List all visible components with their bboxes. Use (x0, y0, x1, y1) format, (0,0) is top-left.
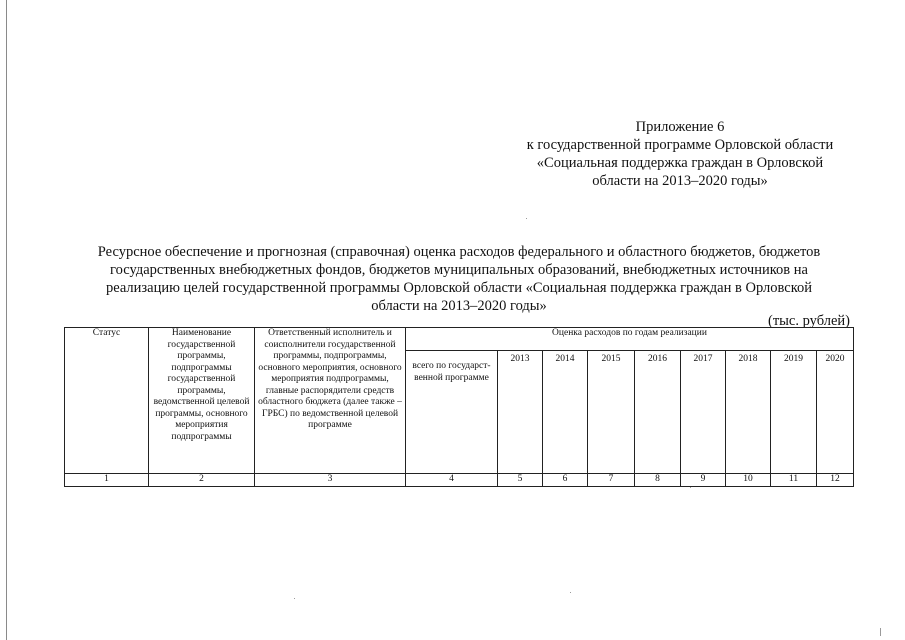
column-number: 7 (588, 474, 635, 487)
title-line: реализацию целей государственной программы Орловской области «Социальная поддержка граждан в Орловской (105, 280, 813, 296)
header-year: 2013 (498, 351, 543, 474)
column-number-row (65, 474, 854, 487)
column-number: 3 (255, 474, 406, 487)
column-number: 5 (498, 474, 543, 487)
units-label: (тыс. рублей) (768, 313, 850, 329)
column-number: 12 (817, 474, 854, 487)
title-line: Ресурсное обеспечение и прогнозная (справочная) оценка расходов федерального и областного бюджетов, бюджетов (97, 244, 821, 260)
document-title (66, 243, 852, 315)
header-executor: Ответственный исполнитель и соисполнители государственной программы, подпрограммы, основного мероприятия, основного мероприятия подпрограммы, главные распорядители средств областного бюджета (далее также – ГРБС) по ведомственной целевой программе (255, 328, 406, 474)
header-status: Статус (65, 328, 149, 474)
title-line: государственных внебюджетных фондов, бюджетов муниципальных образований, внебюджетных источников на (110, 262, 808, 278)
header-year: 2015 (588, 351, 635, 474)
header-year: 2017 (681, 351, 726, 474)
scan-speck (570, 592, 571, 593)
appendix-line: Приложение 6 (635, 119, 725, 135)
appendix-line: к государственной программе Орловской области (526, 137, 834, 153)
column-number: 1 (65, 474, 149, 487)
resource-table (64, 327, 854, 487)
column-number: 10 (726, 474, 771, 487)
column-number: 2 (149, 474, 255, 487)
header-year: 2020 (817, 351, 854, 474)
page-edge (6, 0, 7, 640)
scan-speck (690, 487, 691, 488)
header-year: 2014 (543, 351, 588, 474)
column-number: 8 (635, 474, 681, 487)
scan-speck (880, 628, 881, 636)
appendix-heading (500, 118, 860, 190)
column-number: 9 (681, 474, 726, 487)
column-number: 4 (406, 474, 498, 487)
column-number: 11 (771, 474, 817, 487)
header-year: 2019 (771, 351, 817, 474)
header-year: 2016 (635, 351, 681, 474)
header-program-name: Наименование государственной программы, подпрограммы государственной программы, ведомственной целевой программы, основного мероприятия подпрограммы (149, 328, 255, 474)
appendix-line: «Социальная поддержка граждан в Орловской (536, 155, 824, 171)
scan-speck (526, 218, 527, 219)
title-line: области на 2013–2020 годы» (371, 298, 547, 314)
column-number: 6 (543, 474, 588, 487)
scan-speck (294, 598, 295, 599)
appendix-line: области на 2013–2020 годы» (592, 173, 768, 189)
header-years-group: Оценка расходов по годам реализации (406, 328, 854, 351)
header-total: всего по государст-венной программе (406, 351, 498, 474)
header-year: 2018 (726, 351, 771, 474)
